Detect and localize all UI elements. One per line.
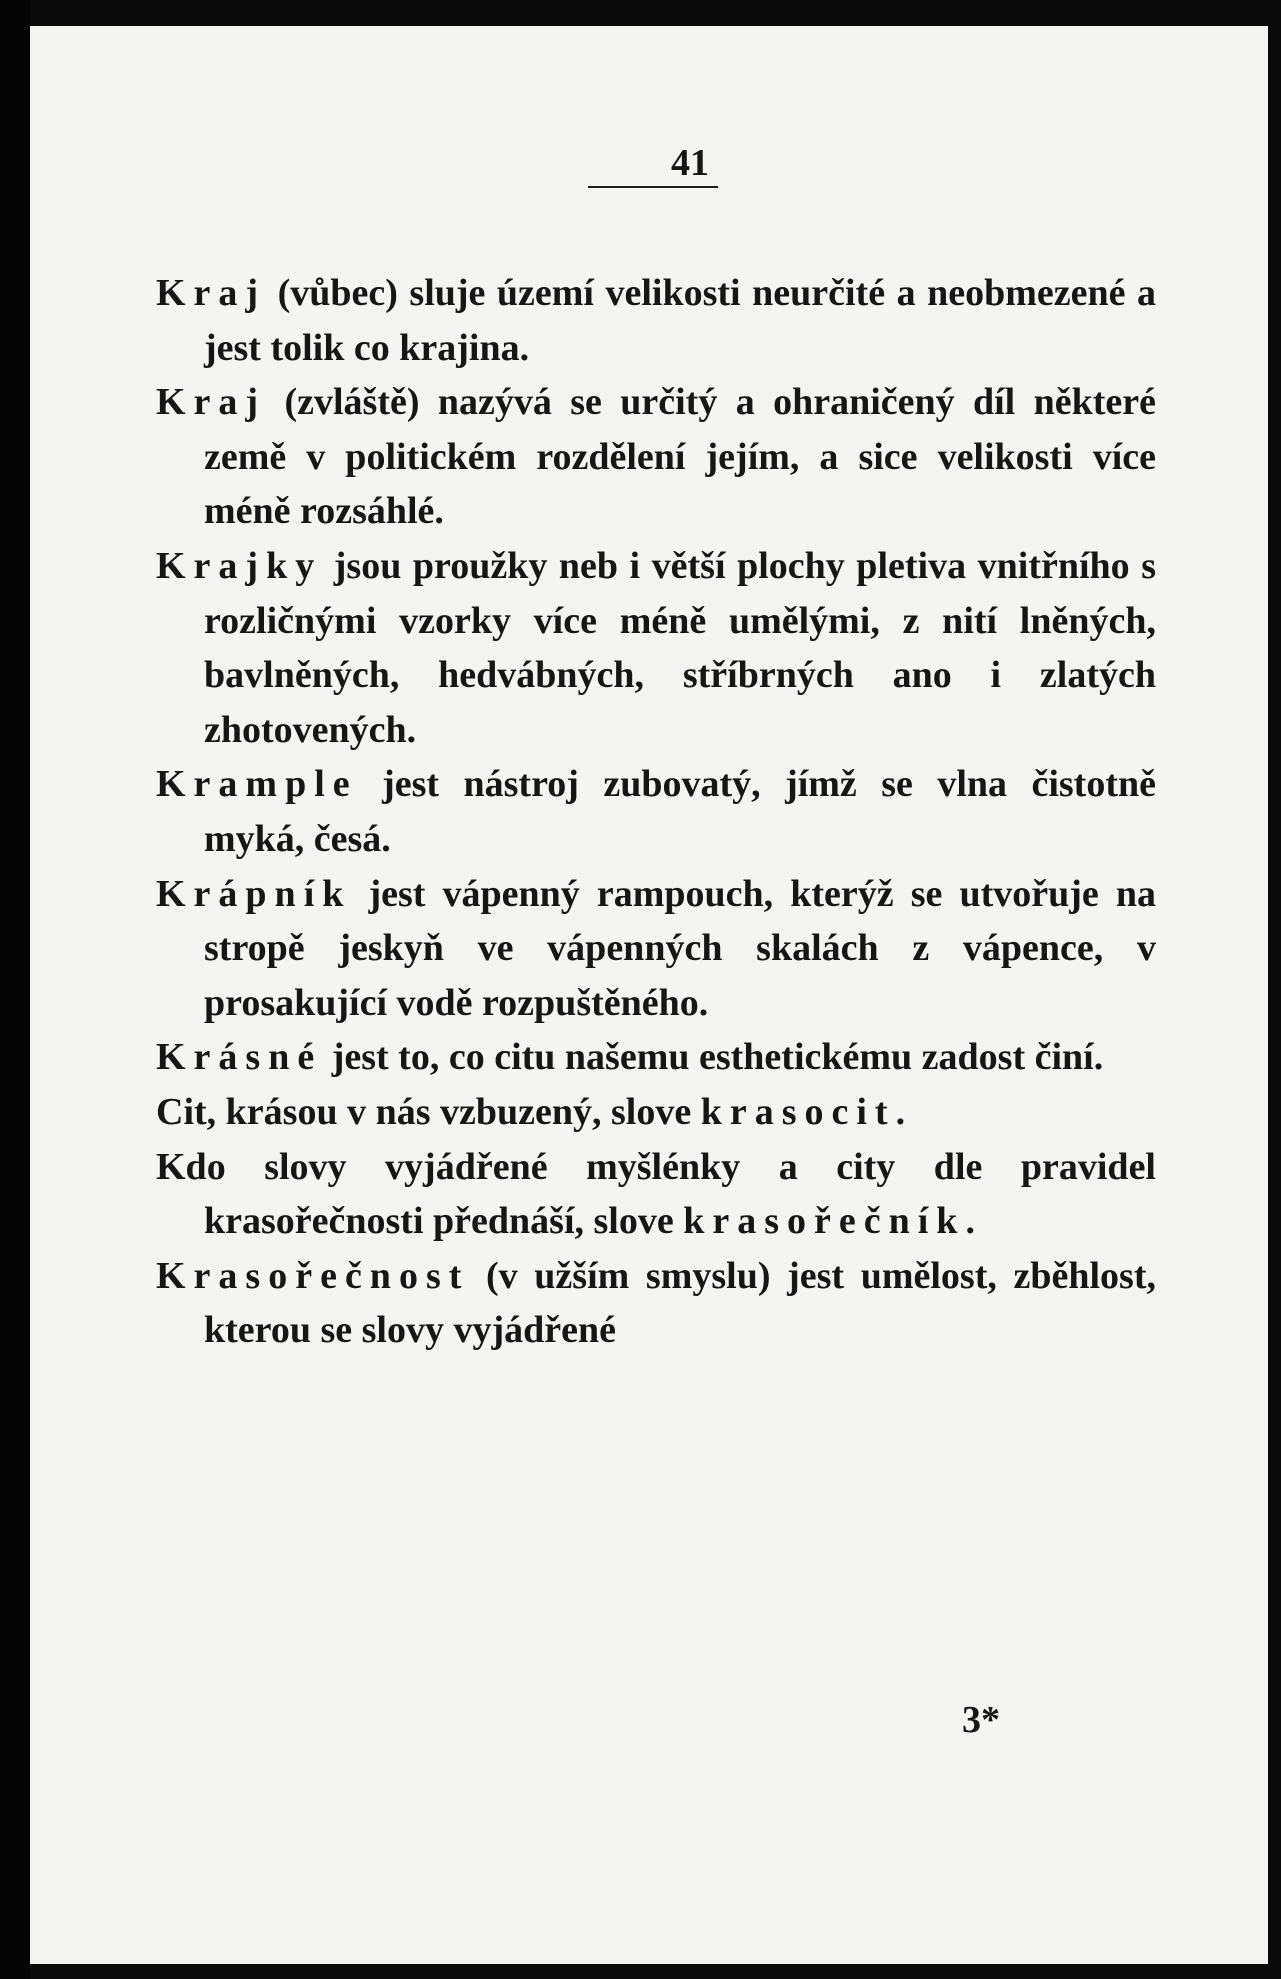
entry-term: Kraj [156,381,267,424]
entry-text: jest vápenný rampouch, kterýž se utvořuje na stropě jeskyň ve vápenných skalách z vápence, v prosakující vodě rozpuštěného. [204,872,1156,1024]
entry-text: jsou proužky neb i větší plochy pletiva vnitřního s rozličnými vzorky více méně umělými, z nití lněných, bavlněných, hedvábných, stříbrných ano i zlatých zhotovených. [204,544,1156,751]
entry-lead: Kdo slovy vyjádřené myšlénky a city dle pravidel krasořečnosti přednáší, slove [156,1145,1156,1243]
entry-term: Krásné [156,1036,323,1079]
entry-krapnik [156,867,1156,1031]
entry-text: . [895,1090,906,1133]
entry-term: Krápník [156,872,352,915]
entry-text: (zvláště) nazývá se určitý a ohraničený díl některé země v politickém rozdělení jejím, a sice velikosti více méně rozsáhlé. [204,381,1156,533]
entry-term: Krajky [156,544,323,587]
entry-lead: Cit, krásou v nás vzbuzený, slove [156,1090,701,1133]
page-number-rule [588,186,718,188]
entry-krample [156,757,1156,866]
entry-text: (v užším smyslu) jest umělost, zběhlost, kterou se slovy vyjádřené [204,1254,1156,1352]
entry-kraj-vubec [156,266,1156,375]
dictionary-entries [156,266,1156,1358]
printer-signature-mark: 3* [962,1699,1000,1741]
entry-krasorecnik [156,1140,1156,1249]
entry-kraj-zvlaste [156,375,1156,539]
entry-krajky [156,539,1156,757]
entry-krasorecnost [156,1249,1156,1358]
entry-krasocit [156,1085,1156,1140]
entry-term: krasořečník [683,1200,966,1243]
page-number: 41 [671,142,709,184]
entry-term: Krample [156,763,358,806]
entry-term: Kraj [156,272,267,314]
entry-term: Krasořečnost [156,1254,470,1297]
entry-text: (vůbec) sluje území velikosti neurčité a neobmezené a jest tolik co krajina. [204,272,1156,369]
entry-text: . [965,1200,975,1243]
entry-text: jest to, co citu našemu esthetickému zadost činí. [322,1036,1104,1079]
entry-text: jest nástroj zubovatý, jímž se vlna čistotně myká, česá. [204,763,1156,860]
entry-krasne [156,1030,1156,1085]
entry-term: krasocit [700,1090,896,1133]
binding-edge [0,0,30,1979]
book-page [30,26,1268,1964]
